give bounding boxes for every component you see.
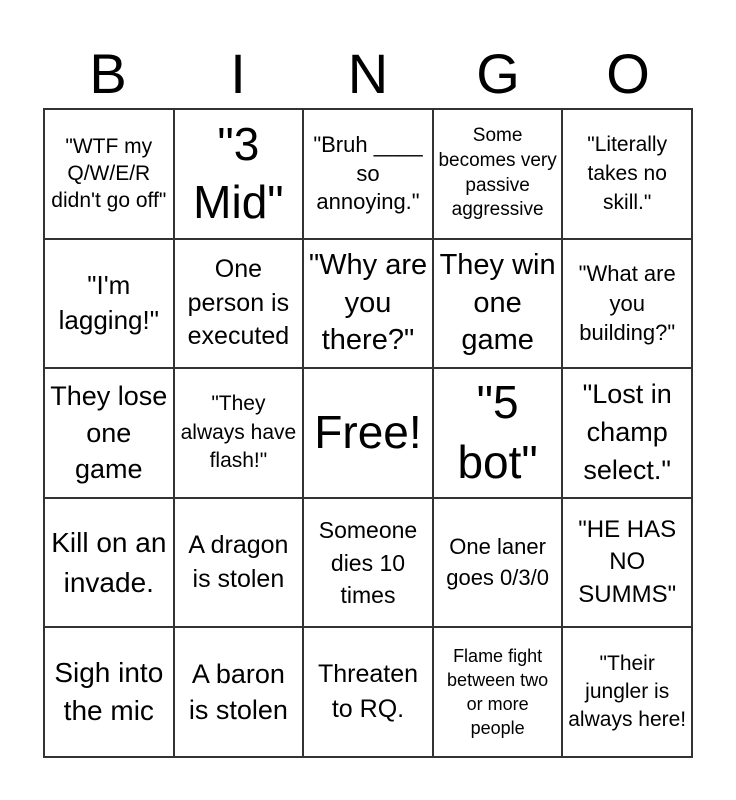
bingo-cell-text: Free!	[314, 406, 422, 459]
header-letter-n: N	[347, 42, 389, 105]
bingo-cell-text: Threaten to RQ.	[317, 660, 419, 724]
bingo-cell-text: Some becomes very passive aggressive	[438, 125, 557, 221]
bingo-cell-text: They lose one game	[50, 381, 168, 485]
bingo-cell[interactable]	[44, 498, 174, 628]
bingo-cell[interactable]	[433, 627, 563, 757]
bingo-cell[interactable]	[174, 627, 304, 757]
bingo-cell-text: Flame fight between two or more people	[447, 645, 549, 739]
bingo-cell[interactable]	[44, 627, 174, 757]
bingo-cell-text: One person is executed	[187, 254, 290, 351]
bingo-cell-text: "Lost in champ select."	[582, 379, 672, 485]
bingo-cell-text: A baron is stolen	[188, 658, 288, 726]
bingo-cell-text: Sigh into the mic	[54, 657, 164, 727]
bingo-cell[interactable]	[174, 498, 304, 628]
bingo-cell[interactable]	[44, 109, 174, 239]
bingo-cell-text: A dragon is stolen	[188, 530, 289, 593]
bingo-cell[interactable]	[433, 239, 563, 369]
bingo-cell[interactable]	[174, 239, 304, 369]
bingo-cell[interactable]	[433, 109, 563, 239]
bingo-cell[interactable]	[44, 239, 174, 369]
bingo-cell-text: They win one game	[439, 248, 556, 357]
bingo-cell-text: "What are you building?"	[578, 260, 676, 346]
bingo-cell-text: "HE HAS NO SUMMS"	[578, 516, 677, 608]
bingo-cell[interactable]	[303, 239, 433, 369]
bingo-cell-text: Kill on an invade.	[51, 527, 167, 598]
bingo-cell[interactable]	[562, 109, 692, 239]
bingo-cell[interactable]	[303, 498, 433, 628]
bingo-cell-text: "Why are you there?"	[308, 248, 428, 357]
bingo-cell[interactable]	[562, 368, 692, 498]
header-letter-o: O	[606, 42, 650, 105]
bingo-cell[interactable]	[303, 109, 433, 239]
bingo-cell-text: "WTF my Q/W/E/R didn't go off"	[51, 134, 167, 213]
header-letter-i: I	[230, 42, 246, 105]
bingo-header	[43, 40, 693, 108]
bingo-cell[interactable]	[303, 368, 433, 498]
bingo-cell[interactable]	[174, 368, 304, 498]
bingo-cell-text: "Bruh ____ so annoying."	[313, 131, 423, 215]
bingo-cell-text: "5 bot"	[457, 376, 538, 488]
bingo-cell-text: One laner goes 0/3/0	[446, 533, 549, 590]
bingo-cell[interactable]	[562, 627, 692, 757]
bingo-cell-text: "They always have flash!"	[180, 392, 297, 473]
bingo-cell[interactable]	[562, 498, 692, 628]
bingo-cell-text: "I'm lagging!"	[58, 270, 159, 336]
bingo-grid	[43, 108, 693, 758]
bingo-cell[interactable]	[303, 627, 433, 757]
header-letter-b: B	[89, 42, 127, 105]
bingo-cell[interactable]	[433, 498, 563, 628]
bingo-cell-text: "3 Mid"	[193, 118, 284, 228]
bingo-cell[interactable]	[44, 368, 174, 498]
bingo-cell-text: "Literally takes no skill."	[587, 132, 668, 215]
header-letter-g: G	[476, 42, 520, 105]
bingo-cell[interactable]	[562, 239, 692, 369]
bingo-cell-text: Someone dies 10 times	[318, 517, 418, 608]
bingo-cell[interactable]	[433, 368, 563, 498]
bingo-cell[interactable]	[174, 109, 304, 239]
bingo-cell-text: "Their jungler is always here!	[568, 651, 687, 732]
